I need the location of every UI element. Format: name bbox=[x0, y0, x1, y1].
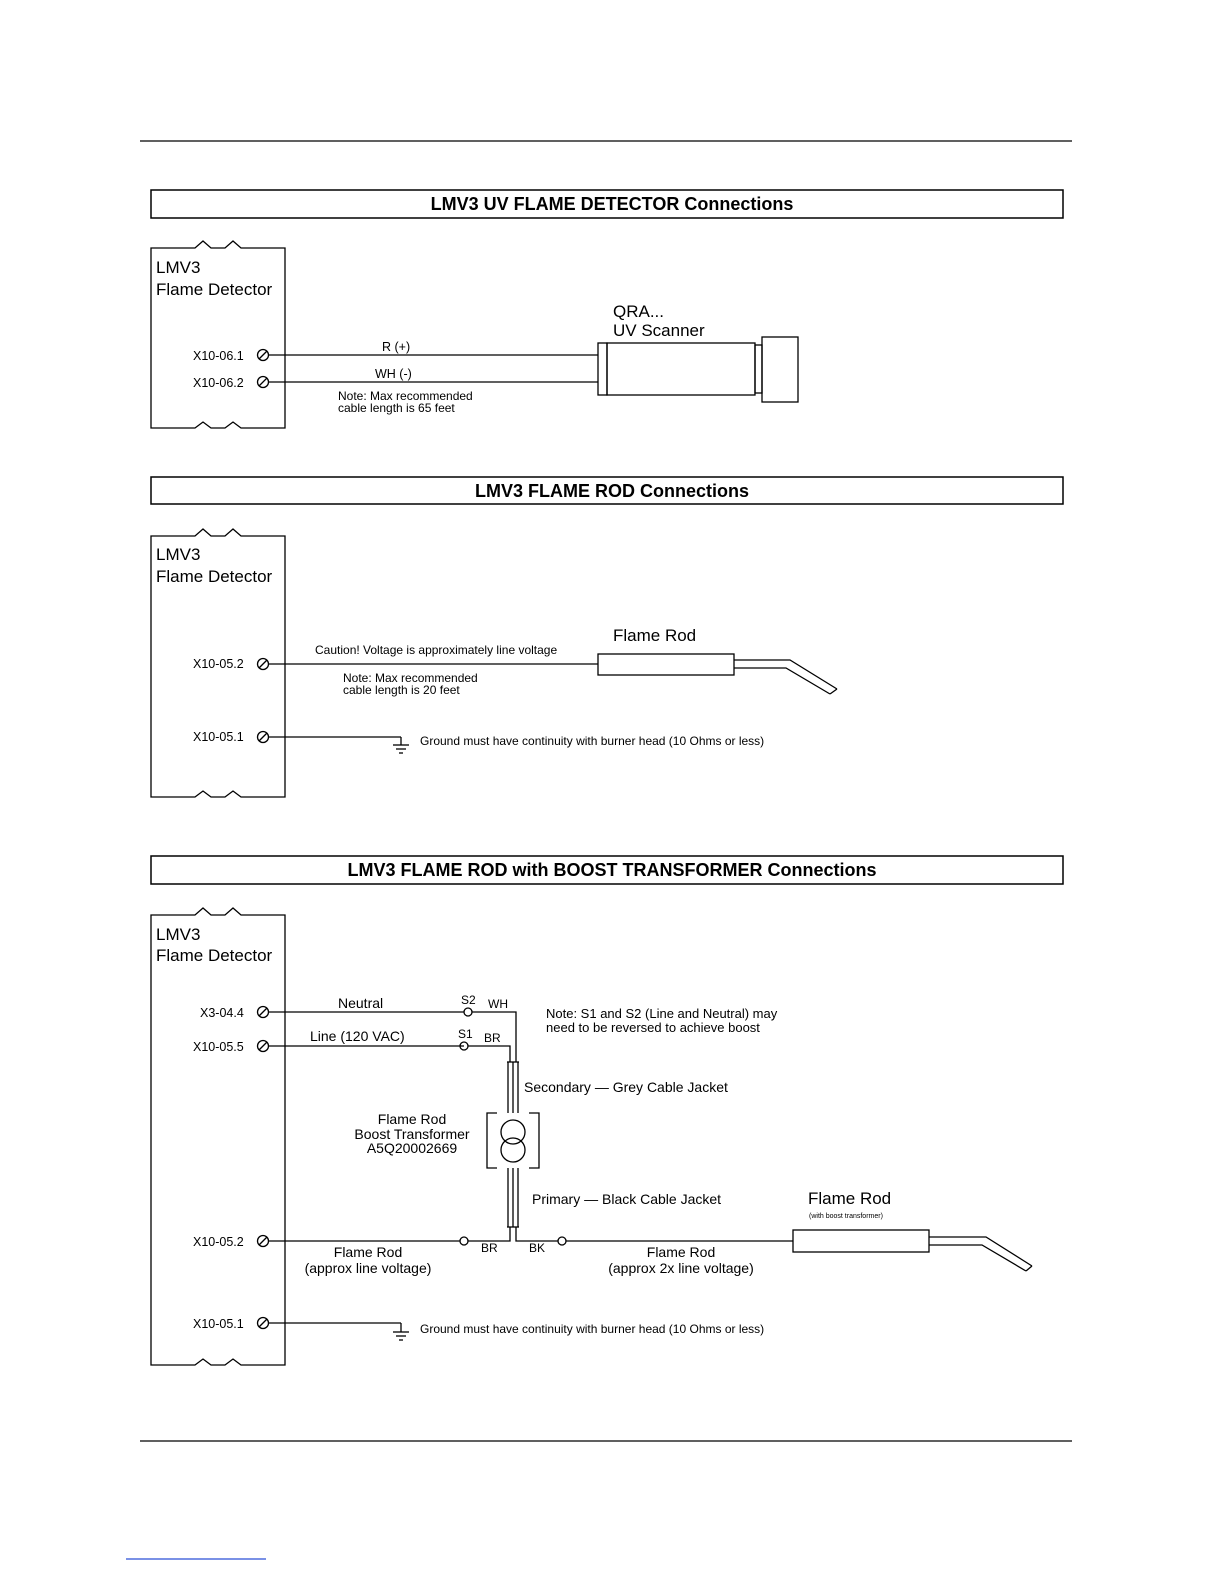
uv-wire-red-label: R (+) bbox=[382, 340, 411, 354]
rod-flame-rod bbox=[598, 654, 837, 694]
boost-terminal-3-label: X10-05.2 bbox=[193, 1235, 244, 1249]
uv-terminal-1-screw bbox=[258, 350, 269, 361]
boost-transformer-label-2: Boost Transformer bbox=[354, 1126, 470, 1142]
boost-right-rod-label-1: Flame Rod bbox=[646, 1244, 716, 1260]
rod-note-line-1: Note: Max recommended bbox=[343, 671, 478, 685]
boost-secondary-leads bbox=[468, 1012, 519, 1113]
boost-left-rod-label-1: Flame Rod bbox=[333, 1244, 403, 1260]
boost-terminal-3-screw bbox=[258, 1236, 269, 1247]
boost-terminal-2-label: X10-05.5 bbox=[193, 1040, 244, 1054]
boost-bk-terminal bbox=[558, 1237, 566, 1245]
boost-ground-note: Ground must have continuity with burner head (10 Ohms or less) bbox=[420, 1322, 765, 1336]
boost-terminal-1-label: X3-04.4 bbox=[200, 1006, 244, 1020]
boost-note-line-1: Note: S1 and S2 (Line and Neutral) may bbox=[546, 1006, 778, 1021]
boost-device-name: LMV3 bbox=[156, 925, 201, 944]
rod-title: LMV3 FLAME ROD Connections bbox=[475, 481, 749, 501]
uv-wire-white-label: WH (-) bbox=[375, 367, 412, 381]
boost-left-rod-label-2: (approx line voltage) bbox=[304, 1260, 432, 1276]
uv-note-line-2: cable length is 65 feet bbox=[338, 401, 455, 415]
boost-section bbox=[151, 856, 1063, 1365]
boost-flame-rod-label: Flame Rod bbox=[808, 1189, 892, 1208]
uv-title: LMV3 UV FLAME DETECTOR Connections bbox=[430, 194, 794, 214]
boost-right-rod-label-2: (approx 2x line voltage) bbox=[608, 1260, 754, 1276]
uv-note-line-1: Note: Max recommended bbox=[338, 389, 473, 403]
boost-ground-icon bbox=[393, 1323, 409, 1340]
rod-terminal-1-screw bbox=[258, 659, 269, 670]
rod-device-name: LMV3 bbox=[156, 545, 201, 564]
uv-device-type: Flame Detector bbox=[156, 280, 273, 299]
uv-terminal-2-label: X10-06.2 bbox=[193, 376, 244, 390]
boost-secondary-label: Secondary — Grey Cable Jacket bbox=[524, 1079, 728, 1095]
uv-scanner-model: QRA... bbox=[613, 302, 665, 321]
boost-flame-rod bbox=[793, 1230, 1032, 1271]
rod-note-line-2: cable length is 20 feet bbox=[343, 683, 460, 697]
boost-s2-label: S2 bbox=[461, 993, 476, 1007]
rod-device-type: Flame Detector bbox=[156, 567, 273, 586]
boost-device-type: Flame Detector bbox=[156, 946, 273, 965]
boost-s2-terminal bbox=[464, 1008, 472, 1016]
boost-transformer-label-1: Flame Rod bbox=[377, 1111, 447, 1127]
rod-flame-rod-label: Flame Rod bbox=[613, 626, 697, 645]
boost-wire-neutral-label: Neutral bbox=[338, 995, 384, 1011]
boost-terminal-4-label: X10-05.1 bbox=[193, 1317, 244, 1331]
rod-section bbox=[151, 477, 1063, 797]
boost-s1-label: S1 bbox=[458, 1027, 473, 1041]
boost-transformer-icon bbox=[487, 1113, 539, 1168]
uv-scanner-name: UV Scanner bbox=[613, 321, 705, 340]
uv-scanner bbox=[598, 337, 798, 402]
boost-flame-rod-sublabel: (with boost transformer) bbox=[809, 1213, 883, 1220]
boost-transformer-model: A5Q20002669 bbox=[366, 1140, 458, 1156]
boost-br-bottom-label: BR bbox=[481, 1241, 498, 1255]
rod-terminal-2-screw bbox=[258, 732, 269, 743]
boost-br-top-label: BR bbox=[484, 1031, 501, 1045]
boost-terminal-2-screw bbox=[258, 1041, 269, 1052]
uv-terminal-1-label: X10-06.1 bbox=[193, 349, 244, 363]
boost-title: LMV3 FLAME ROD with BOOST TRANSFORMER Connections bbox=[347, 860, 877, 880]
rod-terminal-2-label: X10-05.1 bbox=[193, 730, 244, 744]
boost-note-line-2: need to be reversed to achieve boost bbox=[546, 1020, 760, 1035]
boost-bk-label: BK bbox=[529, 1241, 546, 1255]
rod-ground-note: Ground must have continuity with burner head (10 Ohms or less) bbox=[420, 734, 765, 748]
rod-caution: Caution! Voltage is approximately line voltage bbox=[315, 643, 558, 657]
uv-section bbox=[151, 190, 1063, 428]
boost-terminal-1-screw bbox=[258, 1007, 269, 1018]
boost-br-terminal bbox=[460, 1237, 468, 1245]
rod-terminal-1-label: X10-05.2 bbox=[193, 657, 244, 671]
uv-device-name: LMV3 bbox=[156, 258, 201, 277]
boost-wire-line-label: Line (120 VAC) bbox=[310, 1028, 405, 1044]
boost-terminal-4-screw bbox=[258, 1318, 269, 1329]
boost-primary-label: Primary — Black Cable Jacket bbox=[532, 1191, 722, 1207]
boost-device-box bbox=[151, 908, 285, 1365]
uv-terminal-2-screw bbox=[258, 377, 269, 388]
boost-wh-label: WH bbox=[488, 997, 508, 1011]
rod-ground-icon bbox=[393, 737, 409, 753]
